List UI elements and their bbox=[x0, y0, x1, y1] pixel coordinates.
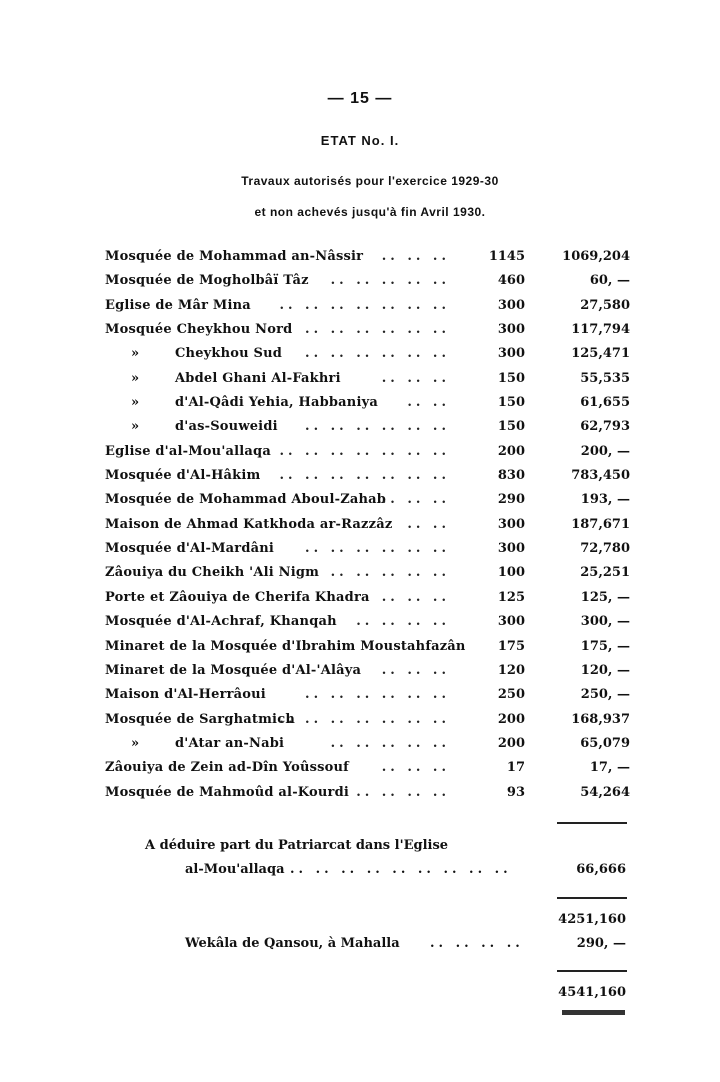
row-label: Porte et Zâouiya de Cherifa Khadra bbox=[105, 589, 370, 605]
row-amount: 187,671 bbox=[571, 516, 630, 532]
row-quantity: 150 bbox=[497, 395, 525, 411]
row-label: Eglise de Mâr Mina bbox=[105, 297, 251, 313]
row-quantity: 175 bbox=[497, 638, 525, 654]
row-amount: 125,471 bbox=[571, 346, 630, 362]
leader-dots: .. .. .. .. .. bbox=[330, 735, 450, 751]
deduction-label-line-2: al-Mou'allaqa bbox=[185, 862, 285, 877]
row-quantity: 830 bbox=[497, 468, 525, 484]
leader-dots: .. .. .. .. .. .. bbox=[305, 322, 450, 338]
row-label: Mosquée de Sarghatmich bbox=[105, 711, 295, 727]
row-label: Minaret de la Mosquée d'Al-'Alâya bbox=[105, 662, 362, 678]
leader-dots: .. .. .. .. .. .. .. bbox=[279, 297, 450, 313]
leader-dots: .. .. .. bbox=[381, 249, 450, 264]
table-row bbox=[105, 586, 630, 610]
row-amount: 168,937 bbox=[571, 711, 630, 727]
row-label: Maison d'Al-Herrâoui bbox=[105, 687, 266, 703]
table-row bbox=[105, 415, 630, 439]
row-amount: 25,251 bbox=[580, 565, 630, 581]
grand-total: 4541,160 bbox=[558, 985, 626, 1000]
row-label: Mosquée de Mahmoûd al-Kourdi bbox=[105, 784, 350, 800]
works-table bbox=[105, 245, 630, 805]
page-number: — 15 — bbox=[327, 90, 393, 107]
table-row bbox=[105, 367, 630, 391]
leader-dots: .. .. .. .. .. .. bbox=[305, 687, 450, 703]
ditto-mark: » bbox=[131, 346, 140, 362]
row-amount: 72,780 bbox=[580, 541, 630, 557]
row-quantity: 250 bbox=[497, 687, 525, 703]
subtotal-rule bbox=[557, 897, 627, 899]
row-amount: 193, — bbox=[580, 492, 630, 508]
subtitle-line-2: et non achevés jusqu'à fin Avril 1930. bbox=[254, 205, 486, 219]
row-quantity: 300 bbox=[497, 346, 525, 362]
row-quantity: 300 bbox=[497, 541, 525, 557]
sum-rule bbox=[557, 822, 627, 824]
row-label: Mosquée de Mohammad an-Nâssir bbox=[105, 249, 364, 264]
row-label: Zâouiya de Zein ad-Dîn Yoûssouf bbox=[105, 760, 349, 776]
table-row bbox=[105, 513, 630, 537]
total-rule bbox=[557, 970, 627, 972]
deduction-label-line-1: A déduire part du Patriarcat dans l'Eglise bbox=[145, 838, 449, 853]
row-label: Mosquée Cheykhou Nord bbox=[105, 322, 293, 338]
row-quantity: 150 bbox=[497, 419, 525, 435]
table-row bbox=[105, 464, 630, 488]
table-row bbox=[105, 683, 630, 707]
leader-dots: .. .. .. bbox=[381, 492, 450, 508]
row-label: Cheykhou Sud bbox=[175, 346, 283, 362]
leader-dots: .. .. .. .. .. .. bbox=[305, 419, 450, 435]
leader-dots: .. .. .. bbox=[381, 760, 450, 776]
subtitle-line-1: Travaux autorisés pour l'exercice 1929-30 bbox=[241, 174, 499, 188]
table-row bbox=[105, 635, 630, 659]
row-amount: 1069,204 bbox=[562, 249, 630, 264]
row-label: Minaret de la Mosquée d'Ibrahim Moustahfazân bbox=[105, 638, 466, 654]
double-underline bbox=[562, 1010, 625, 1015]
leader-dots: .. .. bbox=[407, 516, 450, 532]
leader-dots: .. .. .. bbox=[381, 589, 450, 605]
table-row bbox=[105, 781, 630, 805]
row-quantity: 200 bbox=[497, 443, 525, 459]
wekala-amount: 290, — bbox=[576, 936, 626, 951]
table-row bbox=[105, 245, 630, 269]
row-quantity: 93 bbox=[506, 784, 525, 800]
row-label: d'Al-Qâdi Yehia, Habbaniya bbox=[175, 395, 378, 411]
row-quantity: 120 bbox=[497, 662, 525, 678]
row-quantity: 100 bbox=[497, 565, 525, 581]
table-row bbox=[105, 488, 630, 512]
row-amount: 55,535 bbox=[580, 370, 630, 386]
row-amount: 60, — bbox=[589, 273, 630, 289]
subtotal-amount: 4251,160 bbox=[558, 912, 626, 927]
row-quantity: 200 bbox=[497, 711, 525, 727]
leader-dots: .. .. bbox=[407, 395, 450, 411]
table-row bbox=[105, 756, 630, 780]
row-amount: 62,793 bbox=[580, 419, 630, 435]
table-row bbox=[105, 269, 630, 293]
leader-dots: .. .. .. .. .. bbox=[330, 565, 450, 581]
row-label: Mosquée d'Al-Hâkim bbox=[105, 468, 261, 484]
leader-dots: .. .. .. .. .. .. .. bbox=[279, 468, 450, 484]
row-quantity: 17 bbox=[506, 760, 525, 776]
table-row bbox=[105, 708, 630, 732]
row-amount: 175, — bbox=[580, 638, 630, 654]
table-row bbox=[105, 659, 630, 683]
table-row bbox=[105, 732, 630, 756]
row-quantity: 150 bbox=[497, 370, 525, 386]
row-label: Zâouiya du Cheikh 'Ali Nigm bbox=[105, 565, 320, 581]
table-row bbox=[105, 610, 630, 634]
table-row bbox=[105, 318, 630, 342]
leader-dots: .. .. .. .. bbox=[356, 614, 450, 630]
row-amount: 200, — bbox=[580, 443, 630, 459]
row-amount: 783,450 bbox=[571, 468, 630, 484]
ditto-mark: » bbox=[131, 735, 140, 751]
table-row bbox=[105, 294, 630, 318]
table-row bbox=[105, 537, 630, 561]
row-label: Mosquée de Mogholbâï Tâz bbox=[105, 273, 309, 289]
row-amount: 17, — bbox=[589, 760, 630, 776]
leader-dots: .. .. .. .. .. .. bbox=[305, 541, 450, 557]
ditto-mark: » bbox=[131, 370, 140, 386]
deduction-leader-dots: .. .. .. .. .. .. .. .. .. bbox=[290, 862, 512, 877]
row-label: Mosquée d'Al-Mardâni bbox=[105, 541, 275, 557]
row-quantity: 200 bbox=[497, 735, 525, 751]
row-quantity: 300 bbox=[497, 614, 525, 630]
wekala-label: Wekâla de Qansou, à Mahalla bbox=[185, 936, 400, 951]
ditto-mark: » bbox=[131, 395, 140, 411]
leader-dots: .. .. .. bbox=[381, 662, 450, 678]
leader-dots: .. .. .. .. .. .. bbox=[305, 346, 450, 362]
row-amount: 125, — bbox=[580, 589, 630, 605]
table-row bbox=[105, 561, 630, 585]
row-amount: 54,264 bbox=[580, 784, 630, 800]
row-label: d'as-Souweidi bbox=[175, 419, 278, 435]
row-quantity: 300 bbox=[497, 297, 525, 313]
row-label: Mosquée de Mohammad Aboul-Zahab bbox=[105, 492, 387, 508]
leader-dots: .. .. .. bbox=[381, 370, 450, 386]
table-row bbox=[105, 391, 630, 415]
row-amount: 250, — bbox=[580, 687, 630, 703]
wekala-leader-dots: .. .. .. .. bbox=[430, 936, 524, 951]
leader-dots: .. .. .. .. .. .. .. bbox=[279, 443, 450, 459]
table-row bbox=[105, 440, 630, 464]
row-amount: 61,655 bbox=[580, 395, 630, 411]
document-title: ETAT No. I. bbox=[320, 133, 400, 148]
deduction-amount: 66,666 bbox=[576, 862, 626, 877]
row-quantity: 125 bbox=[497, 589, 525, 605]
leader-dots: .. .. .. .. .. bbox=[330, 273, 450, 289]
row-quantity: 300 bbox=[497, 322, 525, 338]
row-amount: 300, — bbox=[580, 614, 630, 630]
leader-dots: .. .. .. .. .. .. .. bbox=[279, 711, 450, 727]
row-label: Mosquée d'Al-Achraf, Khanqah bbox=[105, 614, 337, 630]
row-label: Maison de Ahmad Katkhoda ar-Razzâz bbox=[105, 516, 393, 532]
leader-dots: .. .. .. .. bbox=[356, 784, 450, 800]
row-quantity: 460 bbox=[497, 273, 525, 289]
row-label: Eglise d'al-Mou'allaqa bbox=[105, 443, 271, 459]
row-label: Abdel Ghani Al-Fakhri bbox=[175, 370, 341, 386]
row-quantity: 300 bbox=[497, 516, 525, 532]
table-row bbox=[105, 342, 630, 366]
row-amount: 27,580 bbox=[580, 297, 630, 313]
row-quantity: 290 bbox=[497, 492, 525, 508]
row-amount: 120, — bbox=[580, 662, 630, 678]
row-quantity: 1145 bbox=[488, 249, 525, 264]
row-amount: 117,794 bbox=[571, 322, 630, 338]
ditto-mark: » bbox=[131, 419, 140, 435]
row-label: d'Atar an-Nabi bbox=[175, 735, 285, 751]
row-amount: 65,079 bbox=[580, 735, 630, 751]
